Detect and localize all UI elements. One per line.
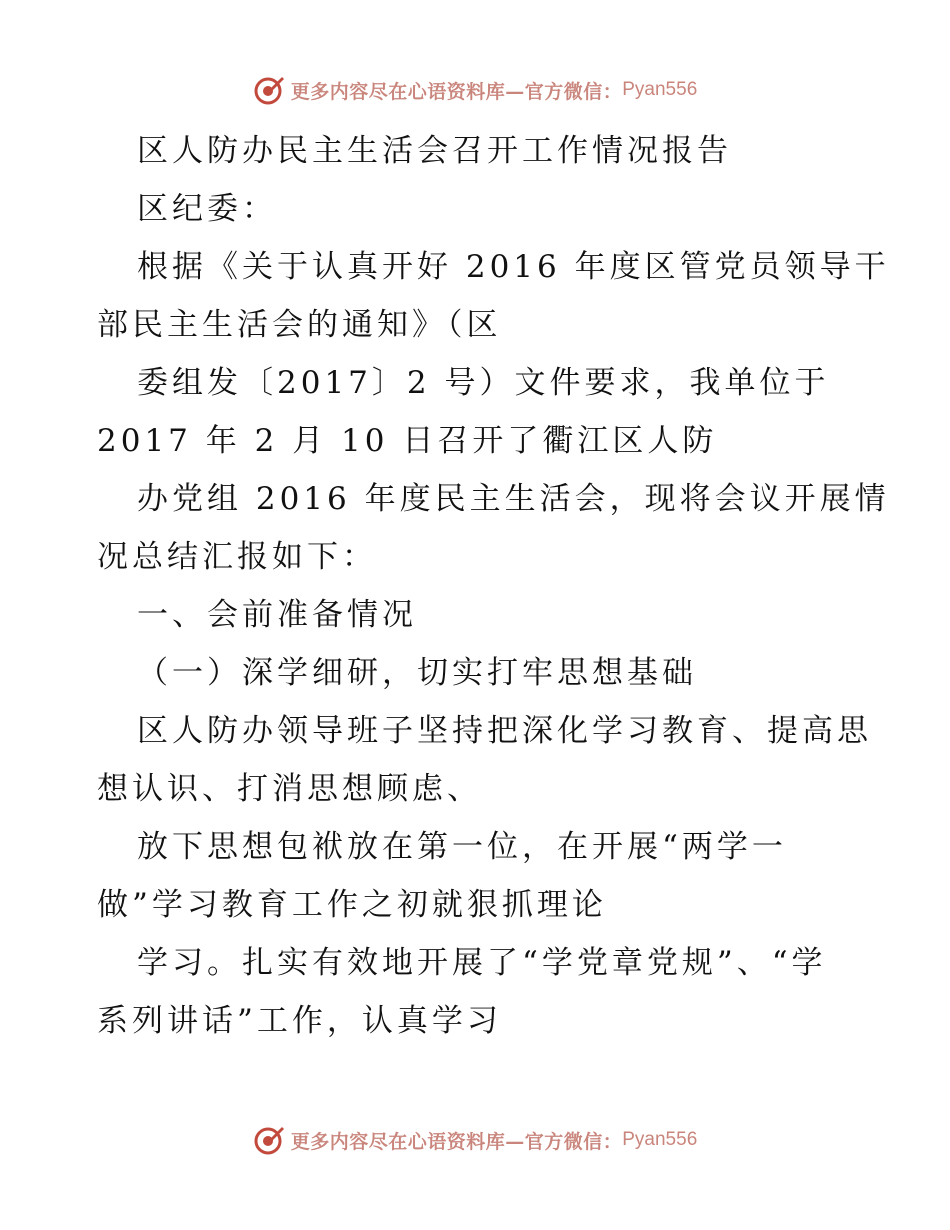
paragraph-line: 想认识、打消思想顾虑、 xyxy=(97,771,482,807)
paragraph-line: 部民主生活会的通知》（区 xyxy=(97,307,502,343)
watermark-text: 更多内容尽在心语资料库—官方微信： xyxy=(290,80,623,103)
pen-logo-icon xyxy=(253,1124,285,1156)
watermark-wechat-id: Pyan556 xyxy=(622,1129,698,1150)
addressee: 区纪委： xyxy=(137,191,277,227)
watermark-text: 更多内容尽在心语资料库—官方微信： xyxy=(290,1130,623,1153)
paragraph-line: 学习。扎实有效地开展了“学党章党规”、“学 xyxy=(137,945,827,981)
paragraph-line: 2017 年 2 月 10 日召开了衢江区人防 xyxy=(97,423,718,459)
paragraph-line: 办党组 2016 年度民主生活会，现将会议开展情 xyxy=(137,481,890,517)
paragraph-line: 区人防办领导班子坚持把深化学习教育、提高思 xyxy=(137,713,872,749)
paragraph-line: 做”学习教育工作之初就狠抓理论 xyxy=(97,887,607,923)
pen-logo-icon xyxy=(253,74,285,106)
watermark-wechat-id: Pyan556 xyxy=(622,79,698,100)
document-body xyxy=(0,122,950,1050)
paragraph-line: 况总结汇报如下： xyxy=(97,539,377,575)
paragraph-line: 系列讲话”工作，认真学习 xyxy=(97,1003,502,1039)
subsection-heading: （一）深学细研，切实打牢思想基础 xyxy=(137,655,697,691)
footer-watermark xyxy=(0,1120,950,1160)
paragraph-line: 根据《关于认真开好 2016 年度区管党员领导干 xyxy=(137,249,890,285)
section-heading: 一、会前准备情况 xyxy=(137,597,417,633)
header-watermark xyxy=(0,70,950,110)
paragraph-line: 委组发〔2017〕2 号）文件要求，我单位于 xyxy=(137,365,830,401)
document-title: 区人防办民主生活会召开工作情况报告 xyxy=(137,133,732,169)
paragraph-line: 放下思想包袱放在第一位，在开展“两学一 xyxy=(137,829,787,865)
